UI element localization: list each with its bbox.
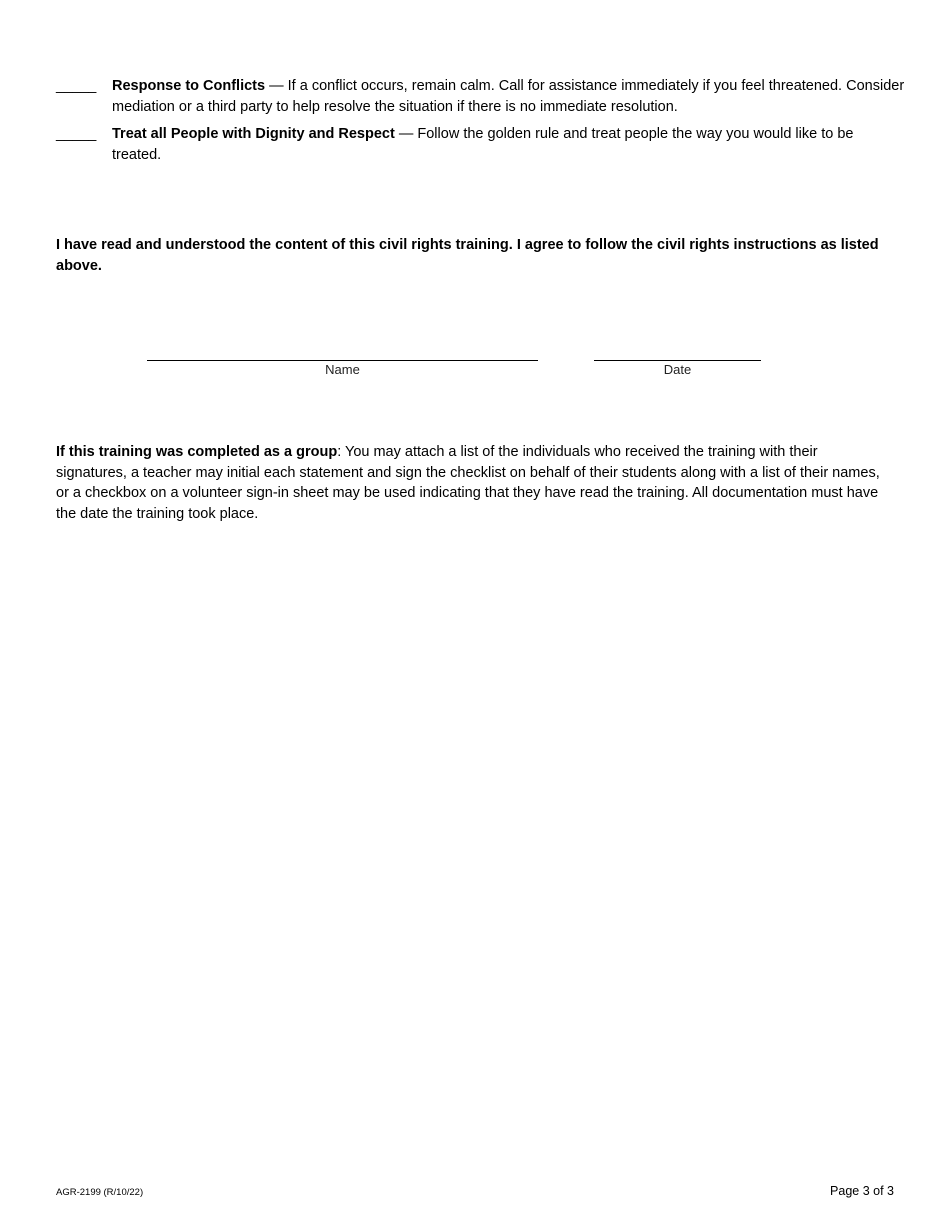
date-signature-line[interactable] [594, 360, 761, 361]
checklist-item-body: — If a conflict occurs, remain calm. Call for assistance immediately if you feel threatened. Consider mediation or a third party to help resolve the situation if there is no immediate resolution. [112, 78, 905, 115]
name-signature-line[interactable] [147, 360, 538, 361]
form-id: AGR-2199 (R/10/22) [56, 1187, 144, 1198]
group-training-note [56, 442, 886, 525]
checklist-item-response-to-conflicts [56, 76, 906, 118]
checklist-item-title: Treat all People with Dignity and Respect [112, 126, 395, 142]
date-label: Date [663, 362, 692, 377]
page-number: Page 3 of 3 [830, 1184, 894, 1198]
checklist-item-text [112, 124, 906, 166]
name-label: Name [325, 362, 360, 377]
checklist-item-text [112, 76, 906, 118]
group-note-lead: If this training was completed as a group [56, 444, 338, 460]
initial-blank[interactable]: _____ [56, 126, 97, 142]
acknowledgement-statement: I have read and understood the content of this civil rights training. I agree to follow the civil rights instructions as listed above. [56, 237, 879, 274]
initial-blank[interactable]: _____ [56, 78, 97, 94]
group-note-body: : You may attach a list of the individuals who received the training with their signatures, a teacher may initial each statement and sign the checklist on behalf of their students along with a list of their names, or a checkbox on a volunteer sign-in sheet may be used indicating that they have read the training. All documentation must have the date the training took place. [56, 444, 880, 523]
checklist-item-dignity-respect [56, 124, 906, 166]
checklist-item-body: — Follow the golden rule and treat people the way you would like to be treated. [112, 126, 854, 163]
checklist-item-title: Response to Conflicts [112, 78, 266, 94]
